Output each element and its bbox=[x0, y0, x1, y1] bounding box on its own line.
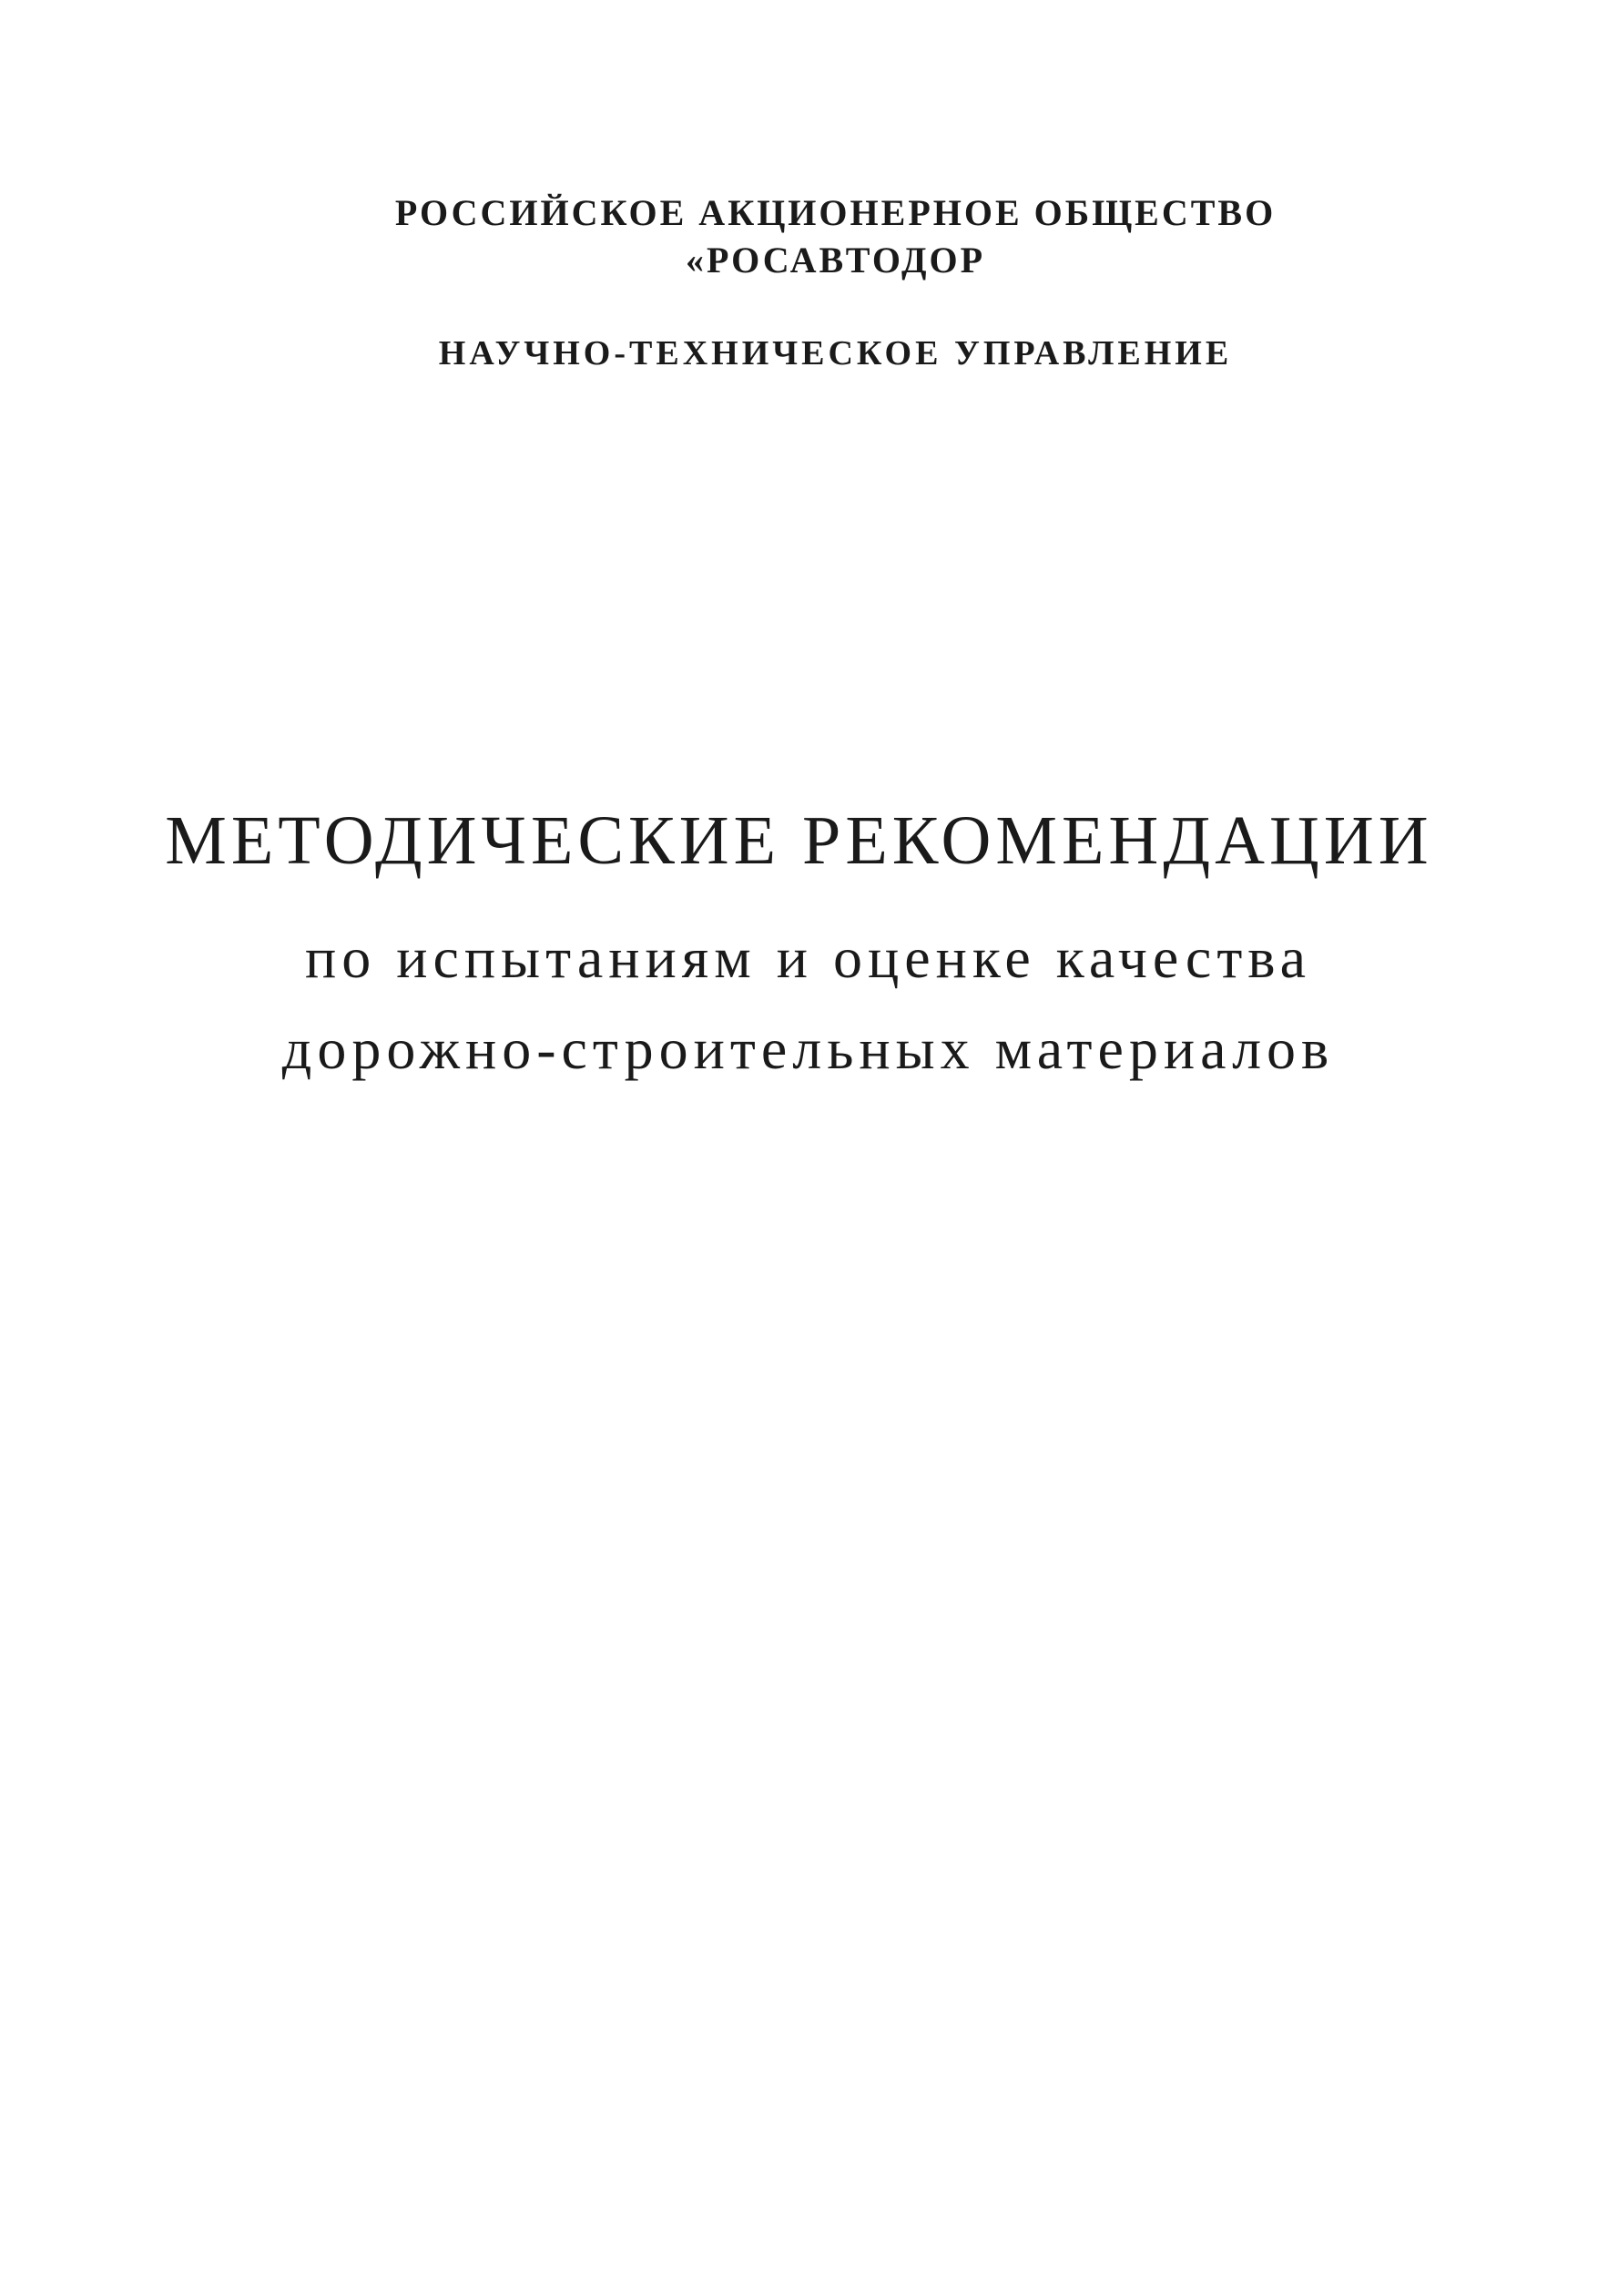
document-subtitle-line-2: дорожно-строительных материалов bbox=[281, 1016, 1335, 1081]
department-name: НАУЧНО-ТЕХНИЧЕСКОЕ УПРАВЛЕНИЕ bbox=[438, 334, 1233, 372]
document-subtitle-line-1: по испытаниям и оценке качества bbox=[304, 925, 1312, 990]
organization-name-line-1: РОССИЙСКОЕ АКЦИОНЕРНОЕ ОБЩЕСТВО bbox=[394, 192, 1277, 233]
organization-name-line-2: «РОСАВТОДОР bbox=[685, 240, 986, 281]
document-title: МЕТОДИЧЕСКИЕ РЕКОМЕНДАЦИИ bbox=[165, 802, 1433, 879]
